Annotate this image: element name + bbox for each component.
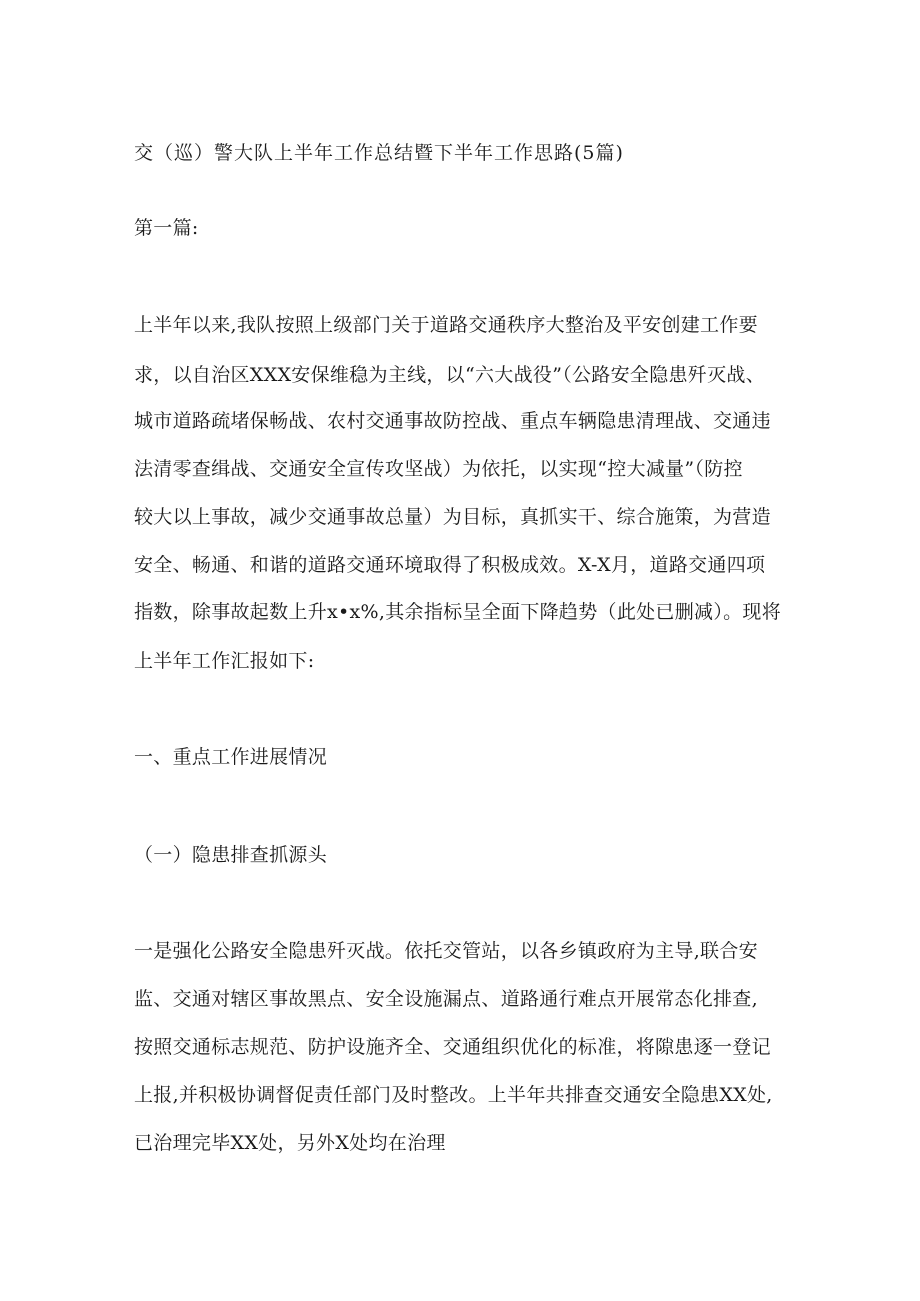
body-line: 已治理完毕XX处，另外X处均在治理 bbox=[134, 1132, 446, 1154]
intro-line: 较大以上事故，减少交通事故总量）为目标，真抓实干、综合施策，为营造 bbox=[134, 506, 771, 528]
body-line: 按照交通标志规范、防护设施齐全、交通组织优化的标准，将隙患逐一登记 bbox=[134, 1036, 771, 1058]
intro-line: 城市道路疏堵保畅战、农村交通事故防控战、重点车辆隐患清理战、交通违 bbox=[134, 410, 771, 432]
section-heading: 一、重点工作进展情况 bbox=[134, 746, 328, 768]
intro-line: 法清零查缉战、交通安全宣传攻坚战）为依托，以实现“控大减量”（防控 bbox=[134, 458, 743, 480]
body-line: 一是强化公路安全隐患歼灭战。依托交管站，以各乡镇政府为主导,联合安 bbox=[134, 940, 758, 962]
body-line: 上报,并积极协调督促责任部门及时整改。上半年共排查交通安全隐患XX处, bbox=[134, 1084, 773, 1106]
document-title: 交（巡）警大队上半年工作总结暨下半年工作思路(5篇) bbox=[134, 142, 624, 164]
intro-line: 指数，除事故起数上升x•x%,其余指标呈全面下降趋势（此处已删减）。现将 bbox=[134, 601, 782, 623]
intro-line: 安全、畅通、和谐的道路交通环境取得了积极成效。X-X月，道路交通四项 bbox=[134, 554, 766, 576]
intro-line: 上半年以来,我队按照上级部门关于道路交通秩序大整治及平安创建工作要 bbox=[134, 314, 758, 336]
subsection-heading: （一）隐患排查抓源头 bbox=[134, 844, 328, 866]
body-line: 监、交通对辖区事故黑点、安全设施漏点、道路通行难点开展常态化排查, bbox=[134, 988, 758, 1010]
intro-line: 上半年工作汇报如下: bbox=[134, 650, 315, 672]
part-label: 第一篇: bbox=[134, 217, 199, 239]
intro-line: 求，以自治区XXX安保维稳为主线，以“六大战役”（公路安全隐患歼灭战、 bbox=[134, 364, 766, 386]
